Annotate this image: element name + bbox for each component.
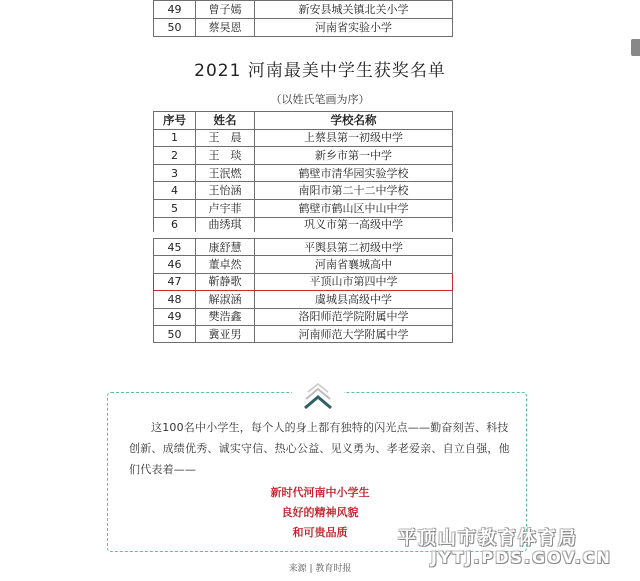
watermark-org-name: 平顶山市教育体育局	[398, 528, 578, 549]
student-name: 樊浩鑫	[196, 308, 255, 325]
school-name: 河南省实验小学	[255, 19, 453, 37]
previous-list-table	[153, 0, 453, 37]
chevron-up-ornament-icon	[292, 370, 344, 416]
table-row	[154, 325, 453, 342]
source-credit: 来源 | 教育时报	[288, 564, 352, 574]
school-name: 鹤壁市鹤山区中山中学	[255, 199, 453, 217]
school-name: 洛阳师范学院附属中学	[255, 308, 453, 325]
table-row	[154, 217, 453, 232]
school-name: 新安县城关镇北关小学	[255, 1, 453, 19]
page-title: 2021 河南最美中学生获奖名单	[194, 61, 446, 81]
highlight-line: 和可贵品质	[292, 526, 348, 539]
row-number: 49	[154, 308, 196, 325]
school-name: 河南省襄城高中	[255, 256, 453, 273]
summary-text: 这100名中小学生，每个人的身上都有独特的闪光点——勤奋刻苦、科技创新、成绩优秀、诚实守信、热心公益、见义勇为、孝老爱亲、自立自强，他们代表着——	[129, 421, 510, 476]
highlight-line: 新时代河南中小学生	[270, 486, 370, 499]
school-name: 新乡市第一中学	[255, 147, 453, 165]
highlighted-row	[154, 273, 453, 290]
school-name: 鹤壁市清华园实验学校	[255, 164, 453, 182]
student-name: 冀亚男	[196, 325, 255, 342]
header-school: 学校名称	[255, 112, 453, 130]
student-name: 康舒慧	[196, 239, 255, 256]
school-name: 南阳市第二十二中学校	[255, 182, 453, 200]
table-row	[154, 256, 453, 273]
school-name: 河南师范大学附属中学	[255, 325, 453, 342]
student-name: 王 晨	[196, 129, 255, 147]
header-number: 序号	[154, 112, 196, 130]
page-subtitle: （以姓氏笔画为序）	[270, 93, 370, 106]
row-number: 5	[154, 199, 196, 217]
school-name: 平舆县第二初级中学	[255, 239, 453, 256]
watermark-url: JYTJ.PDS.GOV.CN	[431, 548, 612, 567]
table-row	[154, 164, 453, 182]
row-number: 49	[154, 1, 196, 19]
row-number: 46	[154, 256, 196, 273]
student-name: 王怡涵	[196, 182, 255, 200]
student-name: 蔡昊恩	[196, 19, 255, 37]
row-number: 48	[154, 291, 196, 308]
row-number: 1	[154, 129, 196, 147]
school-name: 上蔡县第一初级中学	[255, 129, 453, 147]
school-name: 虞城县高级中学	[255, 291, 453, 308]
student-name: 卢宇菲	[196, 199, 255, 217]
header-name: 姓名	[196, 112, 255, 130]
student-name: 曲绣琪	[196, 217, 255, 232]
table-header-row	[154, 112, 453, 130]
table-row	[154, 182, 453, 200]
row-number: 45	[154, 239, 196, 256]
school-name: 平顶山市第四中学	[255, 273, 453, 290]
table-row	[154, 308, 453, 325]
row-number: 47	[154, 273, 196, 290]
table-row	[154, 129, 453, 147]
row-number: 3	[154, 164, 196, 182]
row-number: 50	[154, 325, 196, 342]
highlight-line: 良好的精神风貌	[281, 506, 359, 519]
student-name: 王 琰	[196, 147, 255, 165]
school-name: 巩义市第一高级中学	[255, 217, 453, 232]
student-name: 解淑涵	[196, 291, 255, 308]
table-row	[154, 147, 453, 165]
student-name: 王泯燃	[196, 164, 255, 182]
table-row	[154, 199, 453, 217]
row-number: 4	[154, 182, 196, 200]
side-scroll-handle[interactable]	[631, 39, 640, 56]
student-name: 靳静歌	[196, 273, 255, 290]
row-number: 2	[154, 147, 196, 165]
student-name: 董卓然	[196, 256, 255, 273]
table-row	[154, 239, 453, 256]
row-number: 50	[154, 19, 196, 37]
student-name: 曾子嫣	[196, 1, 255, 19]
award-list-table-end	[153, 238, 453, 343]
table-row	[154, 291, 453, 308]
row-number: 6	[154, 217, 196, 232]
award-list-table	[153, 111, 453, 232]
table-row	[154, 19, 453, 37]
table-row	[154, 1, 453, 19]
